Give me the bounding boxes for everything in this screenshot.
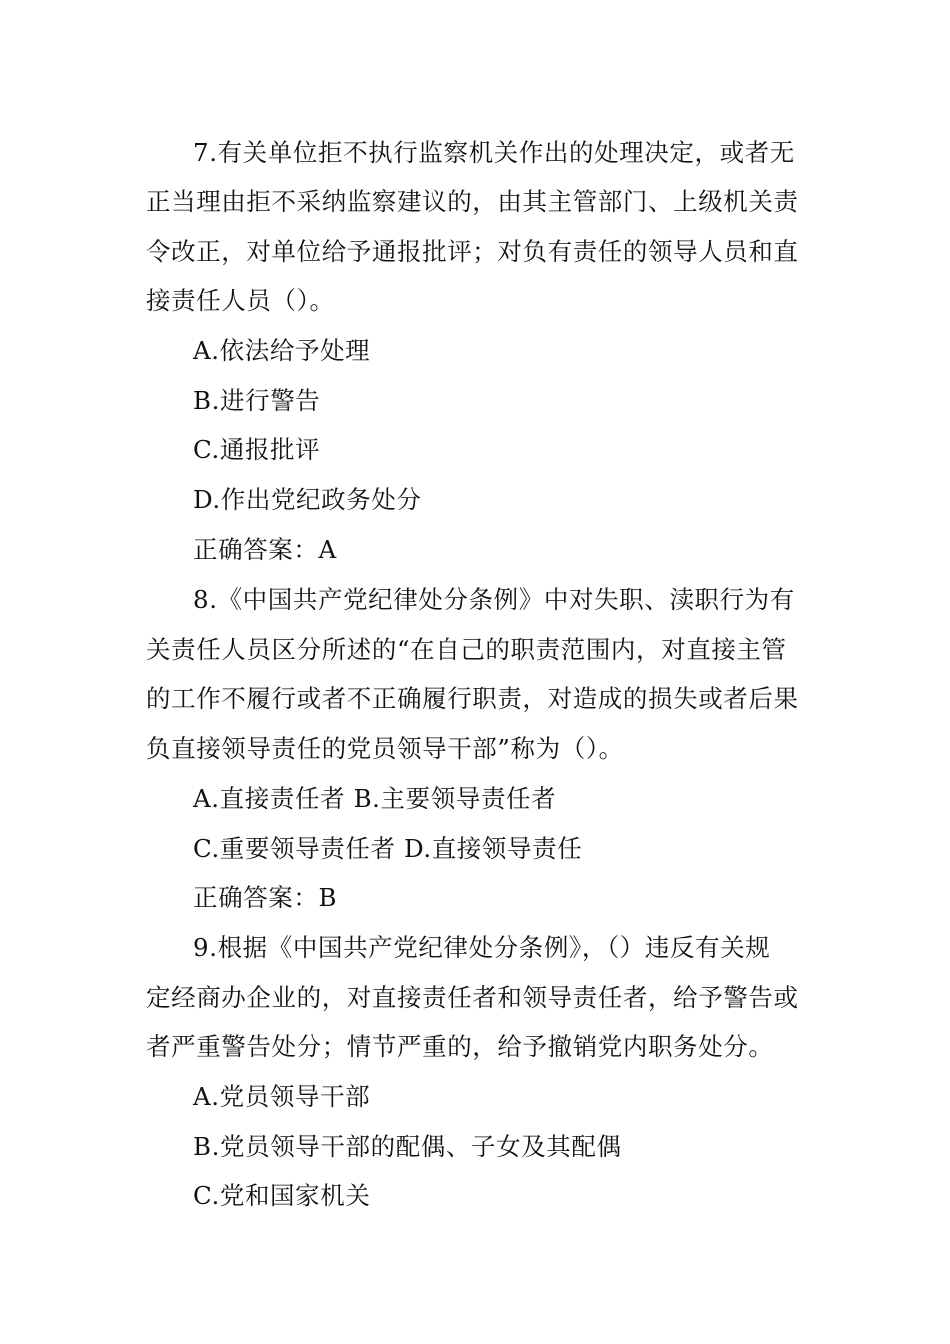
question-9-stem-line-2: 定经商办企业的，对直接责任者和领导责任者，给予警告或 [146, 983, 799, 1012]
question-9-stem-line-3: 者严重警告处分；情节严重的，给予撤销党内职务处分。 [146, 1032, 774, 1061]
question-9-option-a: A.党员领导干部 [193, 1082, 371, 1111]
question-7-option-d: D.作出党纪政务处分 [193, 485, 422, 514]
question-7-stem-line-3: 令改正，对单位给予通报批评；对负有责任的领导人员和直 [146, 237, 799, 266]
question-7-stem-line-2: 正当理由拒不采纳监察建议的，由其主管部门、上级机关责 [146, 187, 799, 216]
question-8-stem-line-2: 关责任人员区分所述的“在自己的职责范围内，对直接主管 [146, 635, 787, 664]
question-8-options-line-2: C.重要领导责任者 D.直接领导责任 [193, 834, 583, 863]
question-7-answer: 正确答案：A [193, 535, 337, 564]
question-9-stem-line-1: 9.根据《中国共产党纪律处分条例》，（）违反有关规 [193, 933, 771, 962]
question-8-stem-line-4: 负直接领导责任的党员领导干部”称为（）。 [146, 734, 624, 763]
question-7-stem-line-4: 接责任人员（）。 [146, 286, 335, 315]
question-8-stem-line-1: 8.《中国共产党纪律处分条例》中对失职、渎职行为有 [193, 585, 795, 614]
question-7-option-c: C.通报批评 [193, 435, 321, 464]
question-7-option-b: B.进行警告 [193, 386, 321, 415]
question-7-stem-line-1: 7.有关单位拒不执行监察机关作出的处理决定，或者无 [193, 138, 795, 167]
question-8-stem-line-3: 的工作不履行或者不正确履行职责，对造成的损失或者后果 [146, 684, 799, 713]
question-9-option-b: B.党员领导干部的配偶、子女及其配偶 [193, 1132, 622, 1161]
question-9-option-c: C.党和国家机关 [193, 1181, 371, 1210]
question-8-answer: 正确答案：B [193, 883, 338, 912]
question-7-option-a: A.依法给予处理 [193, 336, 371, 365]
question-8-options-line-1: A.直接责任者 B.主要领导责任者 [193, 784, 557, 813]
